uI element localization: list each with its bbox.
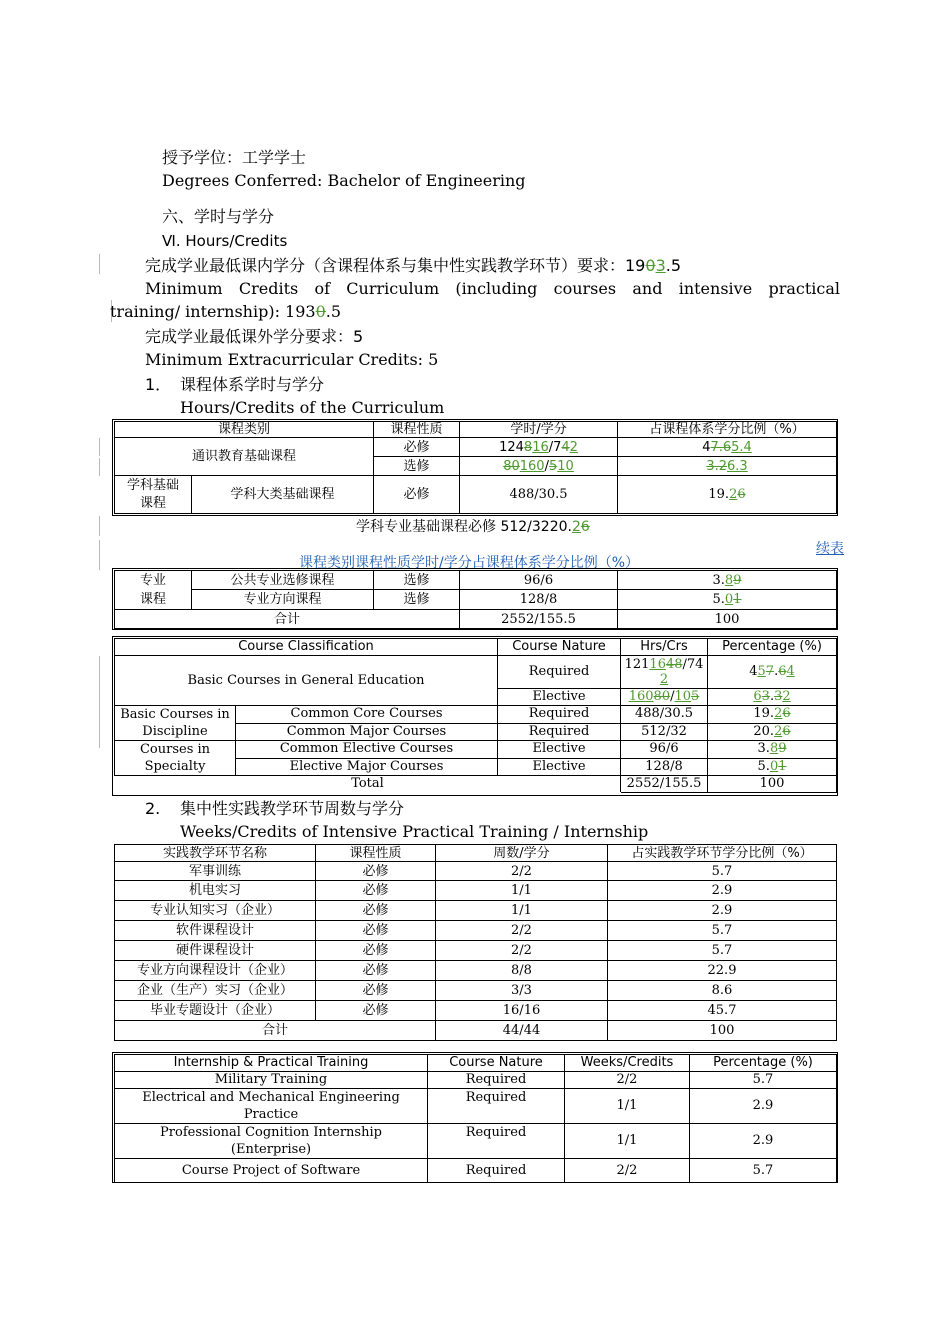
nature-cell: 必修: [316, 862, 436, 881]
header-cell: 占实践教学环节学分比例（%）: [608, 845, 837, 862]
practice-name-cell: 硬件课程设计: [115, 941, 316, 961]
text-run: 5.: [757, 758, 770, 774]
deleted-text: 1: [733, 592, 742, 607]
nature-cell: 必修: [316, 941, 436, 961]
text-run: 121: [624, 657, 650, 672]
min-credits-en-line1: [145, 279, 840, 299]
inserted-text: 3: [655, 256, 666, 275]
practice-name-cell: 企业（生产）实习（企业）: [115, 981, 316, 1001]
percent-cell: [618, 571, 837, 590]
inserted-text: 160: [628, 689, 654, 704]
deleted-text: 1: [778, 758, 787, 774]
change-bar: [99, 254, 100, 274]
inserted-text: 2: [782, 689, 791, 704]
header-cell: Weeks/Credits: [565, 1055, 690, 1072]
total-percent-cell: 100: [708, 776, 837, 793]
nature-cell: 选修: [374, 457, 460, 476]
total-label-cell: 合计: [115, 610, 460, 629]
change-bar: [99, 458, 100, 476]
nature-cell: 必修: [316, 961, 436, 981]
text-run: .5: [325, 302, 342, 321]
course-name-cell: 专业方向课程: [192, 590, 374, 610]
weeks-cell: 1/1: [565, 1089, 690, 1124]
change-bar: [99, 690, 100, 748]
nature-cell: Elective: [498, 689, 621, 706]
nature-cell: Required: [428, 1159, 565, 1183]
text-run: 完成学业最低课内学分（含课程体系与集中性实践教学环节）要求：19: [145, 256, 646, 275]
weeks-cell: 2/2: [436, 862, 608, 881]
practice-name-cell: 软件课程设计: [115, 921, 316, 941]
inserted-text: 5: [757, 664, 766, 679]
practice-name-cell: 机电实习: [115, 881, 316, 901]
practice-name-cell: Professional Cognition Internship (Enterprise): [115, 1124, 428, 1159]
total-hours-cell: 2552/155.5: [621, 776, 708, 793]
course-name-cell: Elective Major Courses: [236, 758, 498, 776]
text-run: 4: [702, 439, 711, 455]
continued-link[interactable]: 续表: [816, 541, 844, 557]
text-run: 学科专业基础课程必修 512/3220.: [356, 519, 572, 535]
text-run: training/ internship): 193: [110, 302, 316, 321]
percent-cell: 5.7: [608, 941, 837, 961]
text-run: /: [670, 689, 675, 704]
degree-en: Degrees Conferred: Bachelor of Engineering: [162, 171, 526, 190]
inserted-text: 6.3: [727, 458, 748, 474]
hours-cell: 128/8: [460, 590, 618, 610]
inserted-text: 2: [774, 723, 783, 739]
extra-credits-en: Minimum Extracurricular Credits: 5: [145, 350, 439, 369]
section-6-cn: 六、学时与学分: [162, 207, 275, 226]
weeks-cell: 2/2: [565, 1072, 690, 1089]
percent-cell: 2.9: [690, 1089, 837, 1124]
deleted-text: 80: [653, 689, 671, 704]
nature-cell: 选修: [374, 571, 460, 590]
table-en-curriculum: [114, 638, 837, 793]
min-credits-en-line2: [110, 302, 341, 322]
change-bar: [99, 540, 100, 570]
course-name-cell: Common Elective Courses: [236, 741, 498, 759]
weeks-cell: 1/1: [436, 881, 608, 901]
course-name-cell: Common Core Courses: [236, 706, 498, 724]
change-bar: [99, 516, 100, 536]
total-weeks-cell: 44/44: [436, 1021, 608, 1041]
deleted-text: 3.2: [706, 458, 728, 474]
text-run: 3.: [712, 572, 725, 588]
inserted-text: 2: [729, 487, 738, 502]
hours-cell: [460, 438, 618, 457]
nature-cell: Required: [428, 1124, 565, 1159]
weeks-cell: 1/1: [565, 1124, 690, 1159]
text-run: .: [769, 689, 775, 704]
text-run: Minimum Credits of Curriculum (including courses and intensive practical: [145, 279, 840, 298]
percent-cell: 2.9: [690, 1124, 837, 1159]
extra-credits-cn: 完成学业最低课外学分要求：5: [145, 327, 364, 346]
category-cell: Basic Courses in General Education: [115, 656, 498, 706]
course-name-cell: 公共专业选修课程: [192, 571, 374, 590]
degree-cn: 授予学位：工学学士: [162, 148, 307, 167]
weeks-cell: 3/3: [436, 981, 608, 1001]
deleted-text: 6: [580, 519, 590, 535]
group-cell: Courses in Specialty: [115, 741, 236, 776]
table-cn-curriculum: [114, 421, 837, 514]
percent-cell: [708, 689, 837, 706]
floating-row-text: [356, 517, 590, 537]
percent-cell: [618, 476, 837, 514]
text-run: 19.: [753, 706, 775, 722]
inserted-text: 10: [674, 689, 692, 704]
group-cell: Basic Courses in Discipline: [115, 706, 236, 741]
inserted-text: 2: [774, 706, 783, 722]
header-cell: Internship & Practical Training: [115, 1055, 428, 1072]
weeks-cell: 16/16: [436, 1001, 608, 1021]
hours-cell: [460, 457, 618, 476]
text-run: /74: [682, 657, 704, 672]
header-cell: 占课程体系学分比例（%）: [618, 422, 837, 438]
percent-cell: 5.7: [608, 921, 837, 941]
change-bar: [99, 656, 100, 690]
practice-name-cell: Military Training: [115, 1072, 428, 1089]
inserted-text: 6: [753, 689, 762, 704]
deleted-text: 6: [782, 723, 791, 739]
deleted-text: 4: [561, 439, 570, 455]
deleted-text: 5: [548, 458, 558, 474]
nature-cell: Required: [498, 706, 621, 724]
text-run: 课程体系学时与学分: [180, 375, 325, 394]
deleted-text: 9: [778, 741, 787, 757]
subsection-2-cn: [145, 799, 404, 819]
hours-cell: 488/30.5: [621, 706, 708, 724]
inserted-text: 160: [519, 458, 545, 474]
practice-name-cell: 专业认知实习（企业）: [115, 901, 316, 921]
total-label-cell: 合计: [115, 1021, 436, 1041]
hours-cell: 96/6: [621, 741, 708, 759]
hours-cell: [621, 656, 708, 689]
inserted-text: 2: [569, 439, 578, 455]
group-cell: 学科基础课程: [115, 476, 192, 514]
header-cell: 实践教学环节名称: [115, 845, 316, 862]
inserted-text: 10: [557, 458, 574, 474]
text-run: 5.: [712, 592, 725, 607]
header-cell: Percentage (%): [708, 639, 837, 656]
header-cell: Course Nature: [428, 1055, 565, 1072]
inserted-text: 16: [649, 657, 666, 672]
subsection-number: 2.: [145, 799, 161, 818]
total-percent-cell: 100: [608, 1021, 837, 1041]
nature-cell: Required: [428, 1072, 565, 1089]
deleted-text: 9: [733, 572, 742, 588]
header-cell: Course Nature: [498, 639, 621, 656]
nature-cell: Required: [498, 656, 621, 689]
practice-name-cell: 毕业专题设计（企业）: [115, 1001, 316, 1021]
nature-cell: 必修: [316, 881, 436, 901]
header-cell: 周数/学分: [436, 845, 608, 862]
header-cell: Course Classification: [115, 639, 498, 656]
deleted-text: 7.6: [710, 439, 732, 455]
percent-cell: 8.6: [608, 981, 837, 1001]
deleted-text: 6: [737, 487, 746, 502]
percent-cell: [618, 590, 837, 610]
weeks-cell: 1/1: [436, 901, 608, 921]
inserted-text: 4: [786, 664, 795, 679]
deleted-text: 0: [645, 256, 656, 275]
inserted-text: 8: [769, 741, 779, 757]
text-run: /: [544, 458, 549, 474]
deleted-text: 6: [782, 706, 791, 722]
change-bar: [99, 438, 100, 456]
hours-cell: 128/8: [621, 758, 708, 776]
percent-cell: [708, 706, 837, 724]
category-cell: 通识教育基础课程: [115, 438, 374, 476]
practice-name-cell: Electrical and Mechanical Engineering Practice: [115, 1089, 428, 1124]
min-credits-cn: [145, 256, 681, 276]
table-en-practice: [114, 1054, 837, 1183]
percent-cell: [708, 656, 837, 689]
inserted-text: 2: [571, 519, 581, 535]
percent-cell: [618, 438, 837, 457]
percent-cell: 5.7: [608, 862, 837, 881]
nature-cell: 必修: [316, 1001, 436, 1021]
deleted-text: 80: [503, 458, 520, 474]
deleted-text: 5: [691, 689, 700, 704]
subsection-2-en: Weeks/Credits of Intensive Practical Training / Internship: [180, 822, 649, 841]
text-run: 124: [499, 439, 524, 455]
percent-cell: [618, 457, 837, 476]
nature-cell: Elective: [498, 741, 621, 759]
nature-cell: 必修: [316, 981, 436, 1001]
nature-cell: 选修: [374, 590, 460, 610]
section-6-en: Ⅵ. Hours/Credits: [162, 232, 288, 250]
nature-cell: 必修: [316, 901, 436, 921]
inserted-text: 0: [724, 592, 734, 607]
category-cell: 学科大类基础课程: [192, 476, 374, 514]
nature-cell: 必修: [374, 476, 460, 514]
total-hours-cell: 2552/155.5: [460, 610, 618, 629]
inserted-text: 8: [724, 572, 734, 588]
percent-cell: 2.9: [608, 881, 837, 901]
nature-cell: Elective: [498, 758, 621, 776]
inserted-text: 5.4: [731, 439, 752, 455]
percent-cell: 2.9: [608, 901, 837, 921]
weeks-cell: 2/2: [565, 1159, 690, 1183]
deleted-text: 8: [523, 439, 533, 455]
nature-cell: Required: [428, 1089, 565, 1124]
deleted-text: 6: [778, 664, 787, 679]
text-run: 3.: [757, 741, 770, 757]
subsection-1-en: Hours/Credits of the Curriculum: [180, 398, 445, 417]
course-name-cell: Common Major Courses: [236, 723, 498, 741]
text-run: 集中性实践教学环节周数与学分: [180, 799, 405, 818]
deleted-text: 3: [761, 689, 770, 704]
percent-cell: 22.9: [608, 961, 837, 981]
inserted-text: 0: [769, 758, 779, 774]
header-cell: Percentage (%): [690, 1055, 837, 1072]
text-run: 19.: [708, 487, 730, 502]
nature-cell: 必修: [374, 438, 460, 457]
text-run: 4: [749, 664, 758, 679]
header-cell: 课程类别: [115, 422, 374, 438]
inserted-text: 16: [532, 439, 549, 455]
practice-name-cell: Course Project of Software: [115, 1159, 428, 1183]
practice-name-cell: 专业方向课程设计（企业）: [115, 961, 316, 981]
percent-cell: [708, 741, 837, 759]
hours-cell: 512/32: [621, 723, 708, 741]
text-run: .: [774, 664, 779, 679]
percent-cell: 45.7: [608, 1001, 837, 1021]
group-cell: 专业课程: [115, 571, 192, 610]
header-cell: Hrs/Crs: [621, 639, 708, 656]
subsection-1-cn: [145, 375, 324, 395]
total-label-cell: Total: [115, 776, 621, 793]
deleted-text: 0: [315, 302, 326, 321]
percent-cell: [708, 758, 837, 776]
table-header-link[interactable]: 课程类别课程性质学时/学分占课程体系学分比例（%）: [299, 555, 640, 571]
percent-cell: 5.7: [690, 1159, 837, 1183]
hours-cell: 488/30.5: [460, 476, 618, 514]
weeks-cell: 2/2: [436, 921, 608, 941]
hours-cell: 96/6: [460, 571, 618, 590]
subsection-number: 1．: [145, 375, 172, 394]
nature-cell: Required: [498, 723, 621, 741]
text-run: .5: [665, 256, 682, 275]
weeks-cell: 2/2: [436, 941, 608, 961]
deleted-text: 7: [765, 664, 775, 679]
nature-cell: 必修: [316, 921, 436, 941]
weeks-cell: 8/8: [436, 961, 608, 981]
total-percent-cell: 100: [618, 610, 837, 629]
header-cell: 课程性质: [374, 422, 460, 438]
deleted-text: 3: [774, 689, 783, 704]
text-run: /7: [548, 439, 562, 455]
header-cell: 课程性质: [316, 845, 436, 862]
inserted-text: 2: [659, 672, 669, 687]
percent-cell: 5.7: [690, 1072, 837, 1089]
table-cn-specialty: [114, 570, 837, 629]
hours-cell: [621, 689, 708, 706]
practice-name-cell: 军事训练: [115, 862, 316, 881]
percent-cell: [708, 723, 837, 741]
deleted-text: 48: [665, 657, 683, 672]
text-run: 20.: [753, 723, 775, 739]
header-cell: 学时/学分: [460, 422, 618, 438]
table-cn-practice: [114, 844, 837, 1041]
